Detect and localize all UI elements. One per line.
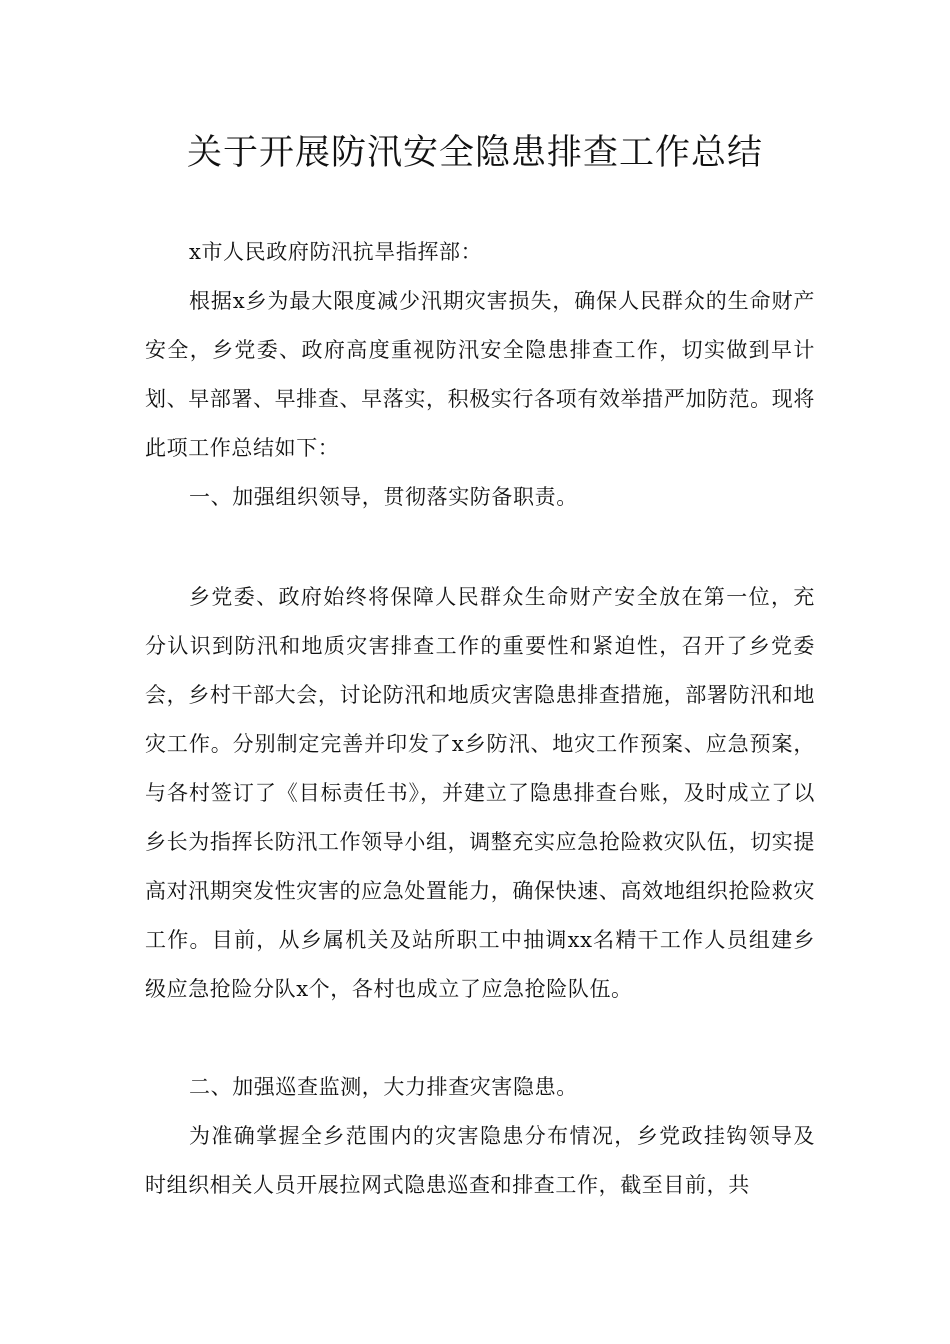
section-heading-1: 一、加强组织领导，贯彻落实防备职责。	[189, 485, 578, 509]
paragraph-section-2: 为准确掌握全乡范围内的灾害隐患分布情况，乡党政挂钩领导及时组织相关人员开展拉网式隐患巡查和排查工作，截至目前，共	[145, 1124, 815, 1197]
addressee-line: x市人民政府防汛抗旱指挥部：	[189, 240, 483, 264]
paragraph-section-1: 乡党委、政府始终将保障人民群众生命财产安全放在第一位，充分认识到防汛和地质灾害排查工作的重要性和紧迫性，召开了乡党委会，乡村干部大会，讨论防汛和地质灾害隐患排查措施，部署防汛和地灾工作。分别制定完善并印发了x乡防汛、地灾工作预案、应急预案，与各村签订了《目标责任书》，并建立了隐患排查台账，及时成立了以乡长为指挥长防汛工作领导小组，调整充实应急抢险救灾队伍，切实提高对汛期突发性灾害的应急处置能力，确保快速、高效地组织抢险救灾工作。目前，从乡属机关及站所职工中抽调xx名精干工作人员组建乡级应急抢险分队x个，各村也成立了应急抢险队伍。	[145, 585, 815, 1001]
paragraph-intro: 根据x乡为最大限度减少汛期灾害损失，确保人民群众的生命财产安全，乡党委、政府高度重视防汛安全隐患排查工作，切实做到早计划、早部署、早排查、早落实，积极实行各项有效举措严加防范。现将此项工作总结如下：	[145, 289, 815, 460]
section-heading-2: 二、加强巡查监测，大力排查灾害隐患。	[189, 1075, 578, 1099]
document-title: 关于开展防汛安全隐患排查工作总结	[186, 133, 763, 173]
